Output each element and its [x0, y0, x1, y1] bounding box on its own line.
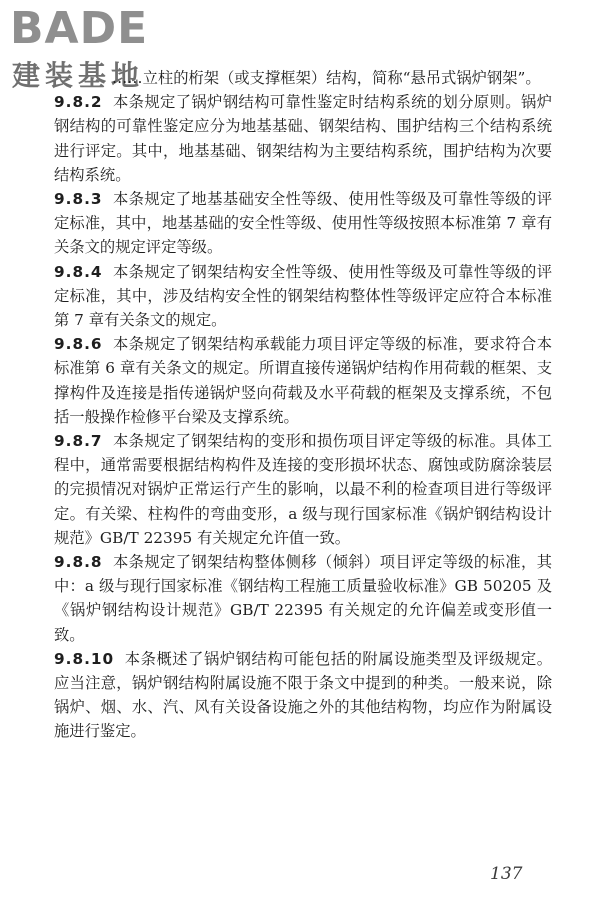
clause-9-8-3	[54, 187, 552, 260]
clause-text: 本条规定了钢架结构整体侧移（倾斜）项目评定等级的标准，其中：a 级与现行国家标准《钢结构工程施工质量验收标准》GB 50205 及《锅炉钢结构设计规范》GB/T 22395 有关规定的允许偏差或变形值一致。	[54, 553, 552, 644]
clause-number: 9.8.6	[54, 335, 103, 354]
clause-number: 9.8.7	[54, 432, 103, 451]
clause-9-8-8	[54, 550, 552, 647]
clause-text: 本条概述了锅炉钢结构可能包括的附属设施类型及评级规定。应当注意，锅炉钢结构附属设施不限于条文中提到的种类。一般来说，除锅炉、烟、水、汽、风有关设备设施之外的其他结构物，均应作为附属设施进行鉴定。	[54, 649, 552, 741]
clause-9-8-2	[54, 90, 552, 187]
clause-number: 9.8.2	[54, 93, 103, 112]
clause-9-8-7	[54, 429, 552, 550]
document-body	[54, 66, 552, 744]
watermark-subtitle: 建装基地	[12, 59, 145, 92]
clause-9-8-6	[54, 332, 552, 429]
clause-text: 本条规定了钢架结构安全性等级、使用性等级及可靠性等级的评定标准，其中，涉及结构安全性的钢架结构整体性等级评定应符合本标准第 7 章有关条文的规定。	[54, 262, 552, 330]
clause-9-8-10	[54, 647, 552, 744]
clause-number: 9.8.4	[54, 262, 103, 281]
clause-text: 本条规定了锅炉钢结构可靠性鉴定时结构系统的划分原则。锅炉钢结构的可靠性鉴定应分为地基基础、钢架结构、围护结构三个结构系统进行评定。其中，地基基础、钢架结构为主要结构系统，围护结构为次要结构系统。	[54, 93, 552, 184]
continued-paragraph: ……立柱的桁架（或支撑框架）结构，简称“悬吊式锅炉钢架”。	[112, 69, 541, 87]
clause-text: 本条规定了钢架结构承载能力项目评定等级的标准，要求符合本标准第 6 章有关条文的规定。所谓直接传递锅炉结构作用荷载的框架、支撑构件及连接是指传递锅炉竖向荷载及水平荷载的框架及支撑系统，不包括一般操作检修平台梁及支撑系统。	[54, 335, 552, 426]
clause-number: 9.8.8	[54, 553, 103, 572]
clause-text: 本条规定了地基基础安全性等级、使用性等级及可靠性等级的评定标准，其中，地基基础的安全性等级、使用性等级按照本标准第 7 章有关条文的规定评定等级。	[54, 190, 552, 257]
page-number: 137	[490, 864, 523, 884]
clause-text: 本条规定了钢架结构的变形和损伤项目评定等级的标准。具体工程中，通常需要根据结构构件及连接的变形损坏状态、腐蚀或防腐涂装层的完损情况对锅炉正常运行产生的影响，以最不利的检查项目进行等级评定。有关梁、柱构件的弯曲变形，a 级与现行国家标准《锅炉钢结构设计规范》GB/T 22395 有关规定允许值一致。	[54, 432, 552, 547]
clause-9-8-4	[54, 260, 552, 333]
clause-number: 9.8.3	[54, 190, 103, 209]
clause-number: 9.8.10	[54, 649, 115, 668]
watermark-brand: BADE	[10, 3, 149, 54]
